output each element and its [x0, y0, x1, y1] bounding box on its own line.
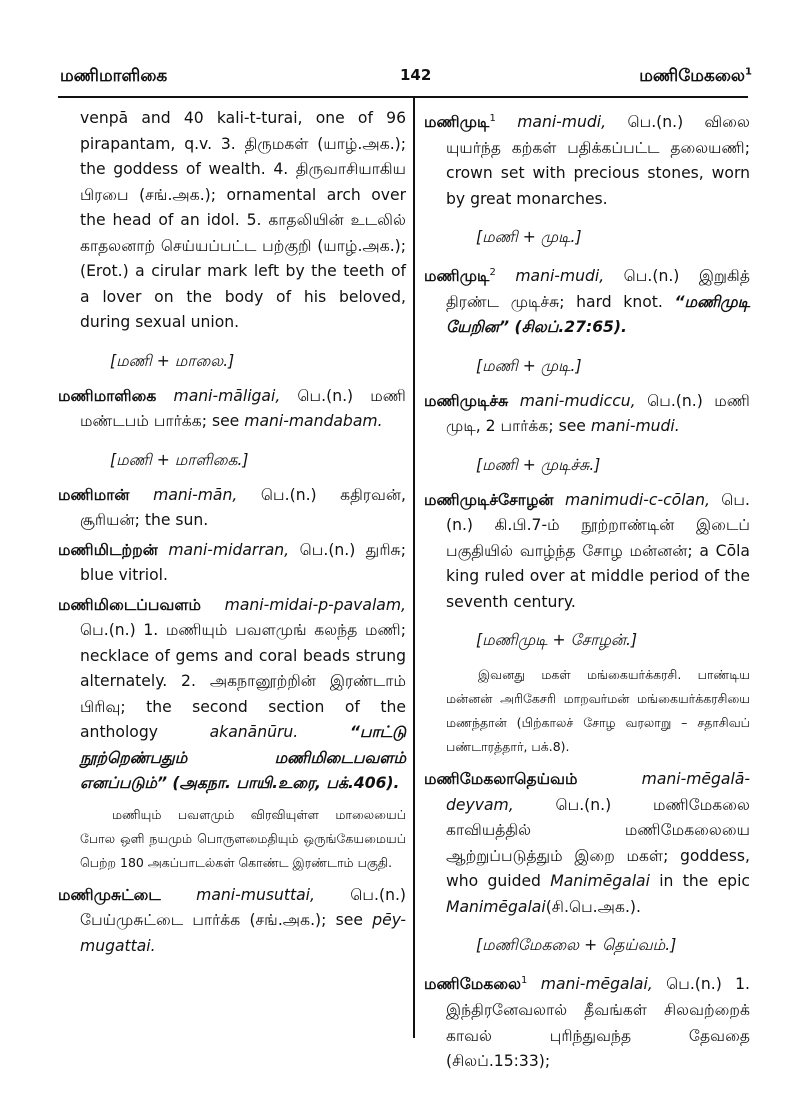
transliteration: manimudi-c-cōlan,	[564, 490, 710, 509]
entry-body: மணிமேகலாதெய்வம் mani-mēgalā-deyvam, பெ.(n.) மணிமேகலை காவியத்தில் மணிமேகலையை ஆற்றுப்படுத்தும் இறை மகள்; goddess, who guided Manimēgalai in the epic Manimēgalai(சி.பெ.அக.).	[424, 770, 750, 916]
headword: மணிமுடிச்சோழன்	[424, 490, 554, 509]
entry-mani-mudi-1	[424, 106, 750, 246]
entry-body: மணிமிடற்றன் mani-midarran, பெ.(n.) துரிசு; blue vitriol.	[58, 540, 406, 584]
citation: “பாட்டு நூற்றெண்பதும் மணிமிடைபவளம் எனப்படும்” (அகநா. பாயி.உரை, பக்.406).	[80, 723, 406, 792]
entry-mani-musuttai	[58, 883, 406, 960]
etymology: [மணிமுடி + சோழன்.]	[476, 631, 638, 650]
note: மணியும் பவளமும் விரவியுள்ள மாலையைப் போல ஒளி நயமும் பொருளமைதியும் ஒருங்கேயமையப் பெற்ற 180 அகப்பாடல்கள் கொண்ட இரண்டாம் பகுதி.	[80, 806, 406, 870]
left-column	[58, 106, 406, 963]
entry-mani-man	[58, 483, 406, 534]
entry-body: மணிமுடிச்சு mani-mudiccu, பெ.(n.) மணி முடி, 2 பார்க்க; see mani-mudi.	[424, 391, 750, 436]
running-head-right: மணிமேகலை$^1$	[639, 66, 752, 86]
entry-body: மணிமுடிச்சோழன் manimudi-c-cōlan, பெ.(n.) கி.பி.7-ம் நூற்றாண்டின் இடைப் பகுதியில் வாழ்ந்த சோழ மன்னன்; a Cōla king ruled over at middle period of the seventh century.	[424, 490, 750, 611]
headword: மணிமேகலாதெய்வம்	[424, 770, 578, 789]
transliteration: mani-mēgalai,	[540, 975, 653, 994]
entry-body: venpā and 40 kali-t-turai, one of 96 pirapantam, q.v. 3. திருமகள் (யாழ்.அக.); the goddess of wealth. 4. திருவாசியாகிய பிரபை (சங்.அக.); ornamental arch over the head of an idol. 5. காதலியின் உடலில் காதலனாற் செய்யப்பட்ட பற்குறி (யாழ்.அக.); (Erot.) a cirular mark left by the teeth of a lover on the body of his beloved, during sexual union.	[80, 109, 406, 331]
transliteration: mani-midai-p-pavalam,	[224, 595, 406, 614]
etymology: [மணி + முடிச்சு.]	[476, 455, 601, 474]
entry-mani-mudiccu	[424, 389, 750, 474]
entry-body: மணிமுடி$^2$ mani-mudi, பெ.(n.) இறுகித் திரண்ட முடிச்சு; hard knot. “மணிமுடி யேறின” (சிலப்.27:65).	[424, 267, 750, 337]
entry-mani-megalai-1	[424, 968, 750, 1074]
transliteration: mani-mudi,	[515, 267, 605, 286]
transliteration: mani-māligai,	[173, 386, 281, 405]
entry-mani-mudi-2	[424, 260, 750, 375]
transliteration: mani-mudiccu,	[519, 391, 636, 410]
headword: மணிமுசுட்டை	[58, 885, 161, 904]
note: இவனது மகள் மங்கையர்க்கரசி. பாண்டிய மன்னன் அரிகேசரி மாறவர்மன் மங்கையர்க்கரசியை மணந்தான் (பிற்காலச் சோழ வரலாறு – சதாசிவப் பண்டாரத்தார், பக்.8).	[446, 667, 750, 755]
etymology: [மணி + முடி.]	[476, 356, 582, 375]
transliteration: mani-mēgalā-deyvam,	[446, 770, 750, 814]
entry-body: மணிமுசுட்டை mani-musuttai, பெ.(n.) பேய்முசுட்டை பார்க்க (சங்.அக.); see pēy-mugattai.	[58, 885, 406, 955]
headword: மணிமுடி	[424, 267, 490, 286]
entry-body: மணிமான் mani-mān, பெ.(n.) கதிரவன், சூரியன்; the sun.	[58, 485, 406, 529]
running-head-left: மணிமாளிகை	[60, 66, 168, 86]
entry-body: மணிமிடைப்பவளம் mani-midai-p-pavalam, பெ.(n.) 1. மணியும் பவளமுங் கலந்த மணி; necklace of gems and coral beads strung alternately. 2. அகநானூற்றின் இரண்டாம் பிரிவு; the second section of the anthology akanānūru. “பாட்டு நூற்றெண்பதும் மணிமிடைபவளம் எனப்படும்” (அகநா. பாயி.உரை, பக்.406).	[58, 595, 406, 792]
entry-manimudi-c-colan	[424, 488, 750, 760]
headword: மணிமுடிச்சு	[424, 391, 509, 410]
header-rule	[58, 96, 748, 98]
column-divider	[413, 98, 415, 1038]
transliteration: mani-mudi,	[517, 113, 607, 132]
headword: மணிமிடற்றன்	[58, 540, 158, 559]
headword: மணிமுடி	[424, 113, 490, 132]
transliteration: mani-mān,	[153, 485, 238, 504]
etymology: [மணி + மாலை.]	[110, 351, 235, 370]
etymology: [மணிமேகலை + தெய்வம்.]	[476, 936, 677, 955]
entry-mani-midai-p-pavalam	[58, 593, 406, 875]
entry-body: மணிமேகலை$^1$ mani-mēgalai, பெ.(n.) 1. இந்திரனேவலால் தீவங்கள் சிலவற்றைக் காவல் புரிந்துவந்த தேவதை (சிலப்.15:33);	[424, 975, 750, 1071]
entry-body: மணிமாளிகை mani-māligai, பெ.(n.) மணி மண்டபம் பார்க்க; see mani-mandabam.	[58, 386, 406, 430]
entry-mani-maligai	[58, 384, 406, 469]
transliteration: mani-midarran,	[168, 540, 290, 559]
entry-continued	[58, 106, 406, 370]
headword: மணிமான்	[58, 485, 130, 504]
right-column	[424, 106, 750, 1079]
headword: மணிமாளிகை	[58, 386, 157, 405]
headword: மணிமிடைப்பவளம்	[58, 595, 202, 614]
etymology: [மணி + மாளிகை.]	[110, 450, 249, 469]
headword: மணிமேகலை	[424, 975, 522, 994]
entry-body: மணிமுடி$^1$ mani-mudi, பெ.(n.) விலை யுயர்ந்த கற்கள் பதிக்கப்பட்ட தலையணி; crown set with precious stones, worn by great monarches.	[424, 113, 750, 208]
citation: “மணிமுடி யேறின” (சிலப்.27:65).	[446, 292, 750, 337]
page-number: 142	[400, 66, 432, 84]
entry-mani-megala-deyvam	[424, 767, 750, 954]
etymology: [மணி + முடி.]	[476, 228, 582, 247]
entry-mani-midarran	[58, 538, 406, 589]
transliteration: mani-musuttai,	[196, 885, 315, 904]
